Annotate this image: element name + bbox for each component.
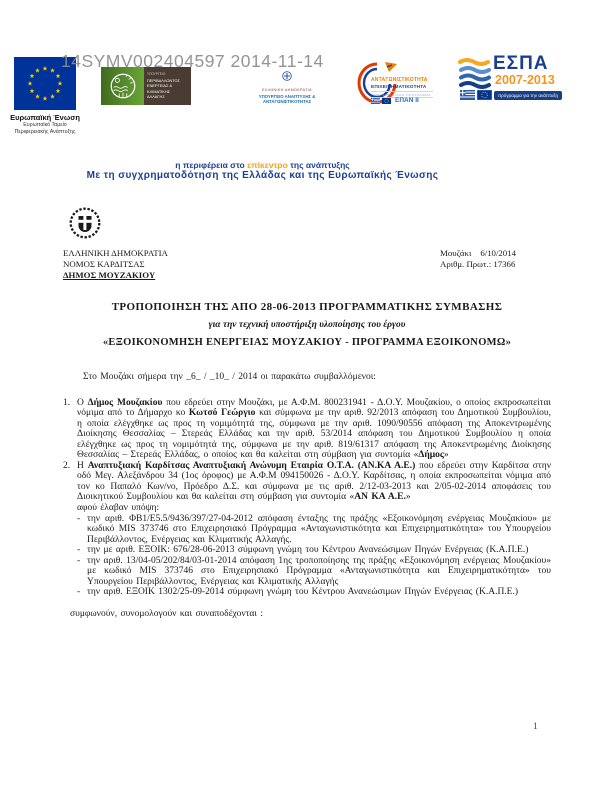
epan-ii-label: ΕΠΑΝ ΙΙ [395,97,419,104]
dash-marker: - [77,587,81,598]
dash-marker: - [77,545,81,556]
espa-tagline-banner: πρόγραμμα για την ανάπτυξη [494,91,562,100]
letterhead-republic: ΕΛΛΗΝΙΚΗ ΔΗΜΟΚΡΑΤΙΑ [63,248,168,258]
hellenic-republic-emblem-icon [282,71,292,81]
party-text: Ο Δήμος Μουζακίου που εδρεύει στην Μουζάκι, με Α.Φ.Μ. 800231941 - Δ.Ο.Υ. Μουζακίου, ο οποίος εκπροσωπείται νόμιμα από το Δήμαρχο κο Κωτσό Γεώργιο και σύμφωνα με την αριθ. 92/2013 απόφαση του Δημοτικού Συμβουλίου, η οποία ελέγχθηκε ως προς τη νομιμότητά της, σύμφωνα με την αριθ. 1090/90556 απόφαση της Αποκεντρωμένης Διοίκησης Θεσσαλίας – Στερεάς Ελλάδας και την αριθ. 53/2014 απόφαση του Δημοτικού Συμβουλίου η οποία ελέγχθηκε ως προς τη νομιμότητά της, σύμφωνα με την αριθ. 819/61317 απόφαση της Αποκεντρωμένης Διοίκησης Θεσσαλίας – Στερεάς Ελλάδας, ο οποίος και θα καλείται στη σύμβαση για συντομία «Δήμος» [77,397,551,461]
epan-entrepreneurship-label: ΕΠΙΧΕΙΡΗΜΑΤΙΚΟΤΗΤΑ [371,84,427,89]
title-block [63,301,551,348]
consideration-item [77,556,551,588]
espa-title: ΕΣΠΑ [493,53,549,74]
eu-logo-title: Ευρωπαϊκή Ένωση [10,113,80,122]
espa-flags-row [460,90,562,100]
environment-emblem-icon [107,70,139,102]
consideration-text: την αριθ. ΦΒ1/Ε5.5/9436/397/27-04-2012 απόφαση ένταξης της πράξης «Εξοικονόμηση ενέργειας Μουζακίου» με κωδικό MIS 373746 στο Επιχειρησιακό Πρόγραμμα «Ανταγωνιστικότητα και Επιχειρηματικότητα» του Υπουργείου Περιβάλλοντος, Ενέργειας και Κλιματικής Αλλαγής. [87,513,551,545]
epan-operational-programme-label: ΕΠΙΧΕΙΡΗΣΙΑΚΟ ΠΡΟΓΡΑΜΜΑ [373,92,432,97]
ministry-development-label: ΥΠΟΥΡΓΕΙΟ ΑΝΑΠΤΥΞΗΣ & ΑΝΤΑΓΩΝΙΣΤΙΚΟΤΗΤΑΣ [258,93,316,104]
consideration-item [77,545,551,556]
slogan-suffix: της ανάπτυξης [287,160,350,170]
espa-waves-icon [458,57,491,89]
greek-flag-icon [371,98,380,104]
slogan-line-2: Με τη συγχρηματοδότηση της Ελλάδας και της Ευρωπαϊκής Ένωσης [86,170,439,181]
place-label: Μουζάκι [440,248,472,258]
party-number: 1. [63,397,71,408]
intro-line: Στο Μουζάκι σήμερα την _6_ / _10_ / 2014 οι παρακάτω συμβαλλόμενοι: [83,372,376,382]
ministry-development-logo [237,68,337,104]
date-value: 6/10/2014 [480,248,516,258]
protocol-line: Αριθμ. Πρωτ.: 17366 [440,259,516,269]
hellenic-republic-label: ΕΛΛΗΝΙΚΗ ΔΗΜΟΚΡΑΤΙΑ [262,88,312,92]
ministry-environment-logo [101,67,191,105]
epan-competitiveness-label: ΑΝΤΑΓΩΝΙΣΤΙΚΟΤΗΤΑ [371,77,428,83]
consideration-text: την αριθ. 13/04-05/202/84/03-01-2014 απόφαση 1ης τροποποίησης της πράξης «Εξοικονόμηση ενέργειας Μουζακίου» με κωδικό MIS 373746 στο Επιχειρησιακό Πρόγραμμα «Ανταγωνιστικότητα και Επιχειρηματικότητα» του Υπουργείου Περιβάλλοντος, Ενέργειας και Κλιματικής Αλλαγής [87,555,551,587]
contract-body [63,372,551,619]
municipal-seal-icon [68,206,102,240]
environment-logo-line: ΠΕΡΙΒΑΛΛΟΝΤΟΣ [147,77,180,83]
party-item-2 [63,461,551,503]
eu-logo-subtitle-2: Περιφερειακής Ανάπτυξης [14,128,76,135]
espa-years: 2007-2013 [495,73,555,87]
document-code-watermark: 14SYMV002404597 2014-11-14 [61,51,324,71]
environment-logo-line: ΑΛΛΑΓΗΣ [147,94,165,100]
consideration-text: την με αριθ. ΕΞΟΙΚ: 676/28-06-2013 σύμφωνη γνώμη του Κέντρου Ανανεώσιμων Πηγών Ενέργειας (Κ.Α.Π.Ε.) [87,545,529,556]
party-item-1 [63,398,551,461]
epan-flags-row [371,97,419,104]
slogan-prefix: η περιφέρεια στο [175,160,248,170]
eu-mini-flag-icon [382,98,391,104]
environment-logo-text [144,67,191,105]
letterhead [63,248,168,281]
considering-intro: αφού έλαβαν υπόψη: [77,503,160,514]
slogan-line-1 [15,160,510,170]
environment-logo-line: ΕΝΕΡΓΕΙΑΣ & [147,83,173,89]
document-title: ΤΡΟΠΟΠΟΙΗΣΗ ΤΗΣ ΑΠΟ 28-06-2013 ΠΡΟΓΡΑΜΜΑΤΙΚΗΣ ΣΥΜΒΑΣΗΣ [111,301,503,313]
epan-ii-logo [356,61,448,108]
document-subtitle: για την τεχνική υποστήριξη υλοποίησης του έργου [208,319,406,330]
date-protocol-block [440,248,516,270]
dash-marker: - [77,513,81,524]
closing-line: συμφωνούν, συνομολογούν και συναποδέχονται : [70,608,263,619]
page-number: 1 [533,722,538,732]
dash-marker: - [77,555,81,566]
consideration-text: την αριθ. ΕΞΟΙΚ 1302/25-09-2014 σύμφωνη γνώμη του Κέντρου Ανανεώσιμων Πηγών Ενέργειας (Κ.Α.Π.Ε.) [87,587,519,598]
eu-logo-subtitle-1: Ευρωπαϊκό Ταμείο [23,122,67,128]
party-text: Η Αναπτυξιακή Καρδίτσας Αναπτυξιακή Ανώνυμη Εταιρία Ο.Τ.Α. (ΑΝ.ΚΑ Α.Ε.) που εδρεύει στην Καρδίτσα στην οδό Μεγ. Αλεξάνδρου 34 (1ος όροφος) με Α.Φ.Μ 094150026 - Δ.Ο.Υ. Καρδίτσας, η οποία εκπροσωπείται νόμιμα από τον κο Παπαλό Κων/νο, Πρόεδρο Δ.Σ. και σύμφωνα με τις αριθ. 2/12-03-2013 και 2/05-02-2014 αποφάσεις του Διοικητικού Συμβουλίου και θα καλείται στη σύμβαση για συντομία «ΑΝ ΚΑ Α.Ε.» [77,460,551,503]
espa-logo [458,53,598,104]
consideration-item [77,587,551,598]
greek-flag-icon [460,90,475,100]
place-date-line [440,248,516,259]
project-title: «ΕΞΟΙΚΟΝΟΜΗΣΗ ΕΝΕΡΓΕΙΑΣ ΜΟΥΖΑΚΙΟΥ - ΠΡΟΓΡΑΜΜΑ ΕΞΟΙΚΟΝΟΜΩ» [102,336,512,348]
environment-logo-line: ΥΠΟΥΡΓΕΙΟ [147,72,166,77]
environment-emblem-panel [101,67,144,105]
letterhead-municipality: ΔΗΜΟΣ ΜΟΥΖΑΚΙΟΥ [63,270,156,280]
consideration-item [77,514,551,546]
party-number: 2. [63,460,71,471]
slogan-highlight: επίκεντρο [247,160,288,170]
letterhead-prefecture: ΝΟΜΟΣ ΚΑΡΔΙΤΣΑΣ [63,259,145,269]
eu-mini-flag-icon [477,90,492,100]
environment-logo-line: ΚΛΙΜΑΤΙΚΗΣ [147,88,171,94]
